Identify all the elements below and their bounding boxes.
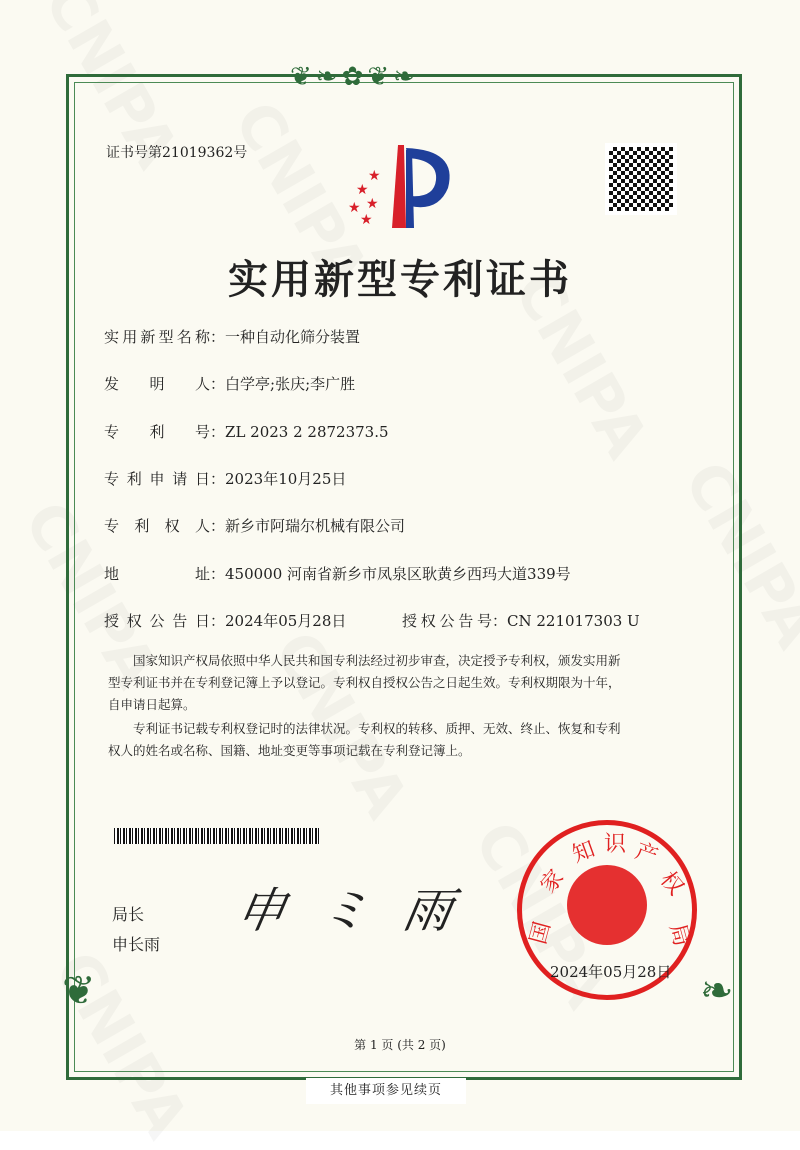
qr-code[interactable] [605,143,677,215]
corner-ornament-icon: ❧ [700,968,734,1014]
field-name: 实用新型名称：一种自动化筛分装置 [104,328,361,346]
director-signature: 申 ミ 雨 [232,883,467,939]
svg-text:★: ★ [368,168,381,184]
field-filing-date: 专利申请日：2023年10月25日 [104,470,347,488]
field-grant-date: 授权公告日：2024年05月28日 [104,612,347,630]
svg-text:★: ★ [360,212,373,228]
paragraph-grant: 国家知识产权局依照中华人民共和国专利法经过初步审查，决定授予专利权，颁发实用新型专利证书并在专利登记簿上予以登记。专利权自授权公告之日起生效。专利权期限为十年，自申请日起算。 [108,653,621,712]
svg-text:★: ★ [356,182,369,198]
top-ornament-icon: ❦❧✿❦❧ [290,62,419,92]
page-number: 第 1 页 (共 2 页) [354,1038,446,1052]
official-seal: 国 家 知 识 产 权 局 2024年05月28日 [517,820,697,1000]
svg-text:★: ★ [348,200,361,216]
field-inventor: 发明人：白学亭;张庆;李广胜 [104,375,356,393]
director-title: 局长 [112,905,145,924]
page-title: 实用新型专利证书 [228,256,572,303]
barcode [114,828,320,844]
paragraph-legal: 专利证书记载专利权登记时的法律状况。专利权的转移、质押、无效、终止、恢复和专利权人的姓名或名称、国籍、地址变更等事项记载在专利登记簿上。 [108,721,621,758]
field-address: 地址：450000 河南省新乡市凤泉区耿黄乡西玛大道339号 [104,565,571,583]
svg-text:★: ★ [366,196,379,212]
seal-date: 2024年05月28日 [550,963,672,981]
national-emblem-icon [567,865,647,945]
cnipa-logo-icon [340,140,470,230]
director-name: 申长雨 [112,935,161,954]
certificate-number: 证书号第21019362号 [106,145,248,161]
field-announcement-no: 授权公告号：CN 221017303 U [402,612,640,630]
corner-ornament-icon: ❦ [62,968,96,1014]
field-patent-no: 专利号：ZL 2023 2 2872373.5 [104,423,389,441]
field-patentee: 专利权人：新乡市阿瑞尔机械有限公司 [104,517,406,535]
other-items-note: 其他事项参见续页 [306,1078,466,1104]
